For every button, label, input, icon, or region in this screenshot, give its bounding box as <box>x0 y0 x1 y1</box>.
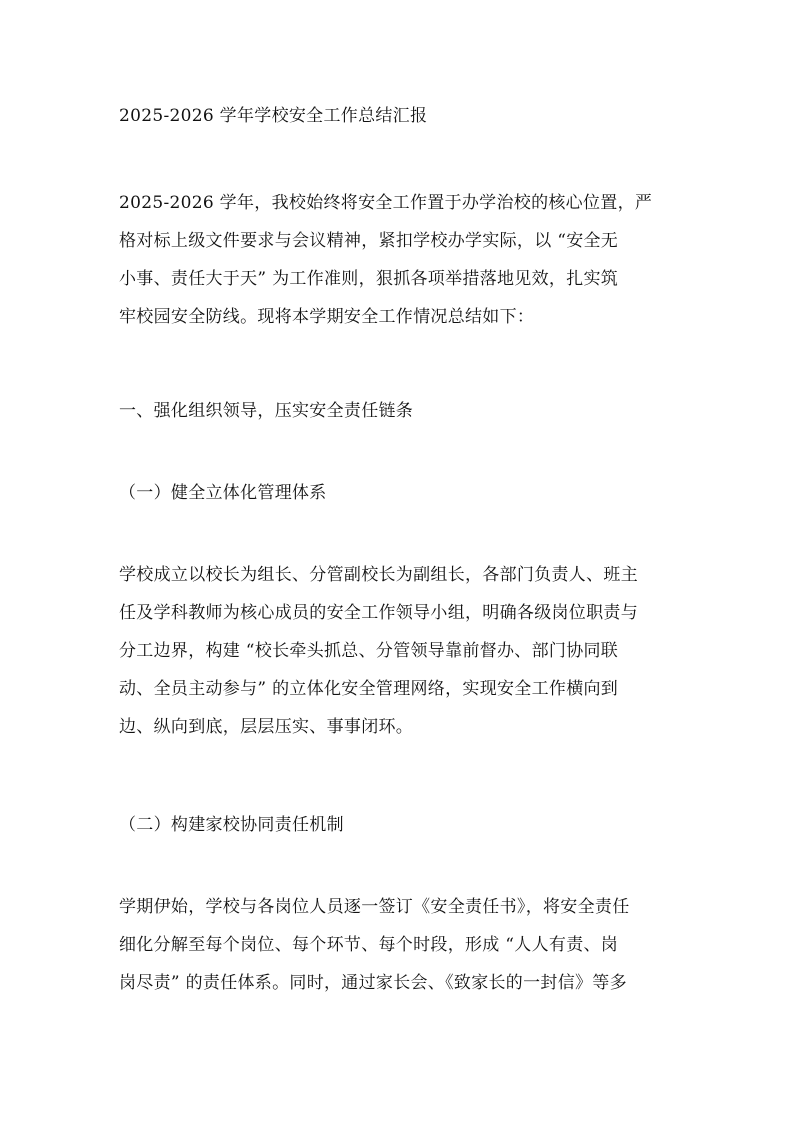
intro-line: 小事、责任大于天” 为工作准则，狠抓各项举措落地见效，扎实筑 <box>119 269 619 289</box>
intro-line: 牢校园安全防线。现将本学期安全工作情况总结如下： <box>119 307 535 327</box>
paragraph-line: 学期伊始，学校与各岗位人员逐一签订《安全责任书》，将安全责任 <box>119 897 630 917</box>
section-heading-1: 一、强化组织领导，压实安全责任链条 <box>119 401 414 421</box>
document-title: 2025-2026 学年学校安全工作总结汇报 <box>119 106 428 126</box>
paragraph-line: 学校成立以校长为组长、分管副校长为副组长，各部门负责人、班主 <box>119 565 638 585</box>
subsection-2-paragraph <box>119 897 630 993</box>
subsection-heading-1: （一）健全立体化管理体系 <box>119 483 327 503</box>
paragraph-line: 细化分解至每个岗位、每个环节、每个时段，形成 “人人有责、岗 <box>119 935 619 955</box>
paragraph-line: 分工边界，构建 “校长牵头抓总、分管领导靠前督办、部门协同联 <box>119 641 619 661</box>
intro-paragraph <box>119 193 652 327</box>
paragraph-line: 边、纵向到底，层层压实、事事闭环。 <box>119 717 414 737</box>
subsection-heading-2: （二）构建家校协同责任机制 <box>119 815 344 835</box>
paragraph-line: 岗尽责” 的责任体系。同时，通过家长会、《致家长的一封信》等多 <box>119 973 627 993</box>
subsection-1-paragraph <box>119 565 638 737</box>
paragraph-line: 动、全员主动参与” 的立体化安全管理网络，实现安全工作横向到 <box>119 679 619 699</box>
intro-line: 格对标上级文件要求与会议精神，紧扣学校办学实际，以 “安全无 <box>119 231 619 251</box>
intro-line: 2025-2026 学年，我校始终将安全工作置于办学治校的核心位置，严 <box>119 193 653 213</box>
paragraph-line: 任及学科教师为核心成员的安全工作领导小组，明确各级岗位职责与 <box>119 603 638 623</box>
